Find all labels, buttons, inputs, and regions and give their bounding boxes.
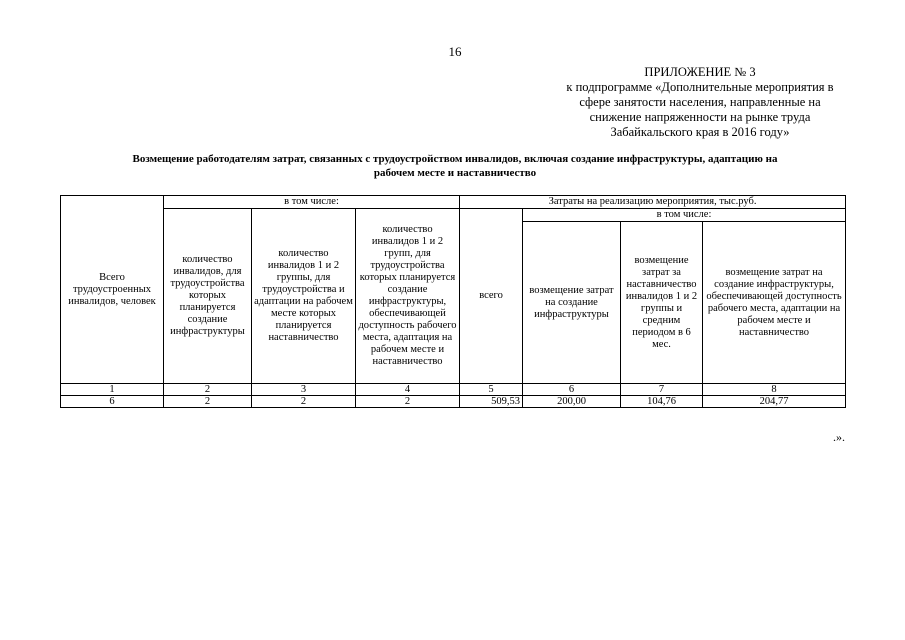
header-cost-infra: возмещение затрат на создание инфраструктуры <box>523 222 621 384</box>
column-number: 7 <box>621 384 703 396</box>
data-row <box>61 396 846 408</box>
appendix-line: к подпрограмме «Дополнительные мероприятия в <box>566 80 834 94</box>
header-row-1 <box>61 196 846 209</box>
header-costs-including: в том числе: <box>523 209 846 222</box>
column-number-row <box>61 384 846 396</box>
header-total-employed: Всего трудоустроенных инвалидов, человек <box>61 196 164 384</box>
title-line: рабочем месте и наставничество <box>373 167 537 179</box>
value-cell: 204,77 <box>703 396 846 408</box>
appendix-line: сфере занятости населения, направленные на <box>579 95 821 109</box>
column-number: 8 <box>703 384 846 396</box>
value-cell: 2 <box>356 396 460 408</box>
value-cell: 509,53 <box>460 396 523 408</box>
value-cell: 2 <box>164 396 252 408</box>
column-number: 2 <box>164 384 252 396</box>
title-line: Возмещение работодателям затрат, связанных с трудоустройством инвалидов, включая создание инфраструктуры, адаптацию на <box>132 153 778 165</box>
value-cell: 104,76 <box>621 396 703 408</box>
appendix-line: снижение напряженности на рынке труда <box>589 110 811 124</box>
appendix-line: Забайкальского края в 2016 году» <box>610 125 790 139</box>
value-cell: 2 <box>252 396 356 408</box>
column-number: 4 <box>356 384 460 396</box>
appendix-title: ПРИЛОЖЕНИЕ № 3 <box>644 65 756 79</box>
header-row-2 <box>61 209 846 222</box>
header-cost-access: возмещение затрат на создание инфраструктуры, обеспечивающей доступность рабочего места, адаптации на рабочем месте и наставничество <box>703 222 846 384</box>
header-group12-access-count: количество инвалидов 1 и 2 групп, для трудоустройства которых планируется создание инфраструктуры, обеспечивающей доступность рабочего места, адаптация на рабочем месте и наставничество <box>356 209 460 384</box>
header-costs-total: всего <box>460 209 523 384</box>
header-including: в том числе: <box>164 196 460 209</box>
header-group12-mentoring-count: количество инвалидов 1 и 2 группы, для трудоустройства и адаптации на рабочем месте которых планируется наставничество <box>252 209 356 384</box>
compensation-table <box>60 195 846 408</box>
column-number: 1 <box>61 384 164 396</box>
closing-mark: .». <box>833 430 845 444</box>
header-costs: Затраты на реализацию мероприятия, тыс.руб. <box>460 196 846 209</box>
value-cell: 6 <box>61 396 164 408</box>
column-number: 6 <box>523 384 621 396</box>
appendix-header <box>540 65 860 140</box>
column-number: 3 <box>252 384 356 396</box>
page-number: 16 <box>448 44 462 59</box>
column-number: 5 <box>460 384 523 396</box>
document-title <box>60 152 850 180</box>
value-cell: 200,00 <box>523 396 621 408</box>
header-cost-mentoring: возмещение затрат за наставничество инвалидов 1 и 2 группы и средним периодом в 6 мес. <box>621 222 703 384</box>
header-infra-count: количество инвалидов, для трудоустройства которых планируется создание инфраструктуры <box>164 209 252 384</box>
